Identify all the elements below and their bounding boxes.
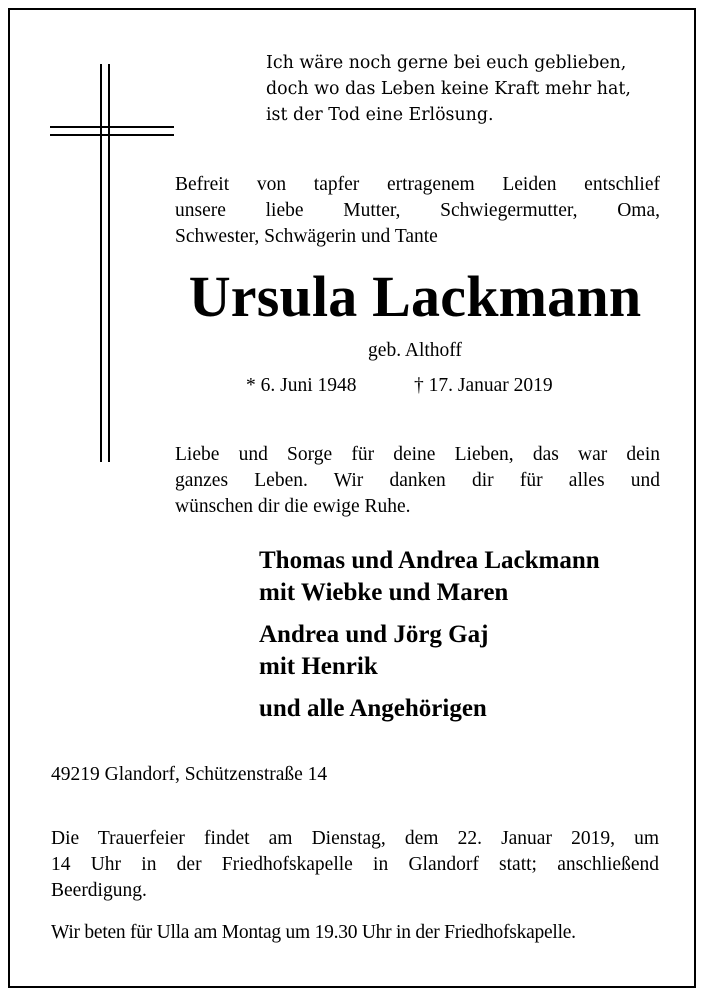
service-line: Beerdigung. bbox=[51, 880, 147, 901]
mourner-line: mit Henrik bbox=[259, 653, 378, 680]
tribute-line: wünschen dir die ewige Ruhe. bbox=[175, 496, 411, 517]
intro-line: Schwester, Schwägerin und Tante bbox=[175, 226, 438, 247]
service-line: Die Trauerfeier findet am Dienstag, dem 22. Januar 2019, um bbox=[51, 828, 659, 849]
mourner-group bbox=[259, 545, 600, 609]
mourner-group bbox=[259, 619, 488, 683]
address: 49219 Glandorf, Schützenstraße 14 bbox=[51, 764, 328, 785]
mourner-line: Thomas und Andrea Lackmann bbox=[259, 547, 600, 574]
tribute-line: ganzes Leben. Wir danken dir für alles und bbox=[175, 470, 660, 491]
intro-text bbox=[175, 172, 660, 250]
poem bbox=[266, 50, 631, 128]
intro-line: unsere liebe Mutter, Schwiegermutter, Oma, bbox=[175, 200, 660, 221]
mourner-line: Andrea und Jörg Gaj bbox=[259, 621, 489, 648]
intro-line: Befreit von tapfer ertragenem Leiden entschlief bbox=[175, 174, 660, 195]
service-info bbox=[51, 826, 659, 904]
poem-line: ist der Tod eine Erlösung. bbox=[266, 105, 494, 125]
mourner-group bbox=[259, 693, 487, 725]
service-line: 14 Uhr in der Friedhofskapelle in Glandorf statt; anschließend bbox=[51, 854, 659, 875]
prayer-info: Wir beten für Ulla am Montag um 19.30 Uhr in der Friedhofskapelle. bbox=[51, 922, 576, 943]
mourner-line: mit Wiebke und Maren bbox=[259, 579, 509, 606]
death-date: † 17. Januar 2019 bbox=[414, 375, 553, 396]
deceased-name: Ursula Lackmann bbox=[188, 264, 642, 329]
maiden-name: geb. Althoff bbox=[368, 340, 462, 361]
tribute-text bbox=[175, 442, 660, 520]
poem-line: doch wo das Leben keine Kraft mehr hat, bbox=[266, 79, 631, 99]
poem-line: Ich wäre noch gerne bei euch geblieben, bbox=[266, 53, 627, 73]
birth-date: * 6. Juni 1948 bbox=[246, 375, 357, 396]
mourner-line: und alle Angehörigen bbox=[259, 695, 487, 722]
tribute-line: Liebe und Sorge für deine Lieben, das war dein bbox=[175, 444, 660, 465]
